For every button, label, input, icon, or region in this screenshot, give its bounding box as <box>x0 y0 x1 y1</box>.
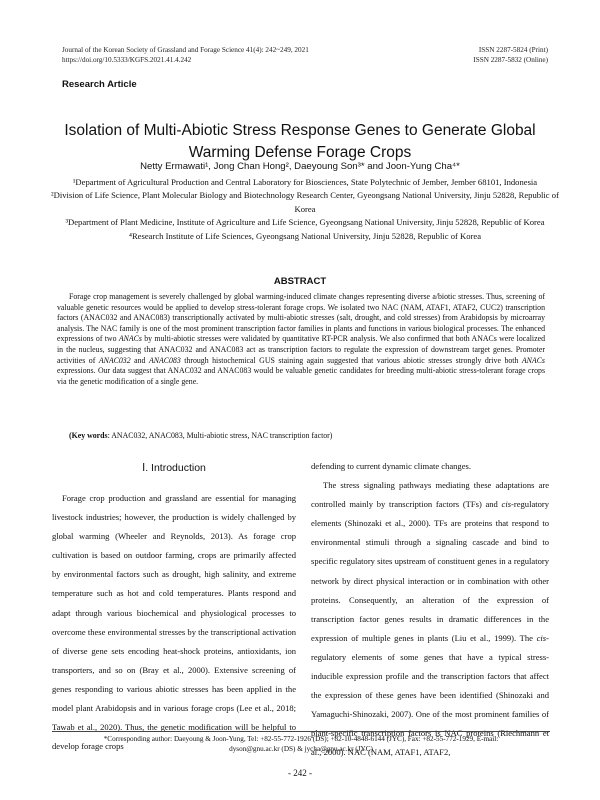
running-header-right <box>473 46 548 65</box>
abstract-text-2: by multi-abiotic stresses were validated by quantitative RT-PCR analysis. We also confirmed that both ANACs were localized in the nucleus, suggesting that ANAC032 and ANAC083 act as transcription factors to regulate the expression of downstream target genes. Promoter activities of <box>57 334 545 365</box>
abstract-text-4: expressions. Our data suggest that ANAC032 and ANAC083 would be valuable genetic candidates for breeding multi-abiotic stress-tolerant forage crops via the genetic modification of a single gene. <box>57 366 545 386</box>
issn-print: ISSN 2287-5824 (Print) <box>478 46 548 54</box>
abstract-body <box>57 292 545 387</box>
keywords-list: : ANAC032, ANAC083, Multi-abiotic stress, NAC transcription factor) <box>107 431 333 440</box>
affiliation-2: ²Division of Life Science, Plant Molecular Biology and Biotechnology Research Center, Gyeongsang National University, Jinju 52828, Republic of Korea <box>51 190 559 214</box>
affiliation-4: ⁴Research Institute of Life Sciences, Gyeongsang National University, Jinju 52828, Republic of Korea <box>128 230 482 241</box>
paper-title <box>40 120 560 164</box>
body-column-left: Forage crop production and grassland are essential for managing livestock industries; however, the production is widely challenged by global warming (Wheeler and Reynolds, 2013). As forage crop cultivation is based on outdoor farming, crops are primarily affected by environmental factors such as drought, high salinity, and extreme temperature such as hot and cold temperatures. Plants respond and adapt through various biochemical and physiological processes to overcome these environmental stresses by the transcriptional activation of diverse gene sets encoding heat-shock proteins, antioxidants, ion transporters, and so on (Bray et al., 2000). Extensive screening of genes responding to various abiotic stresses has been applied in the model plant Arabidopsis and in various forage crops (Lee et al., 2018; Tawab et al., 2020). Thus, the genetic modification will be helpful to develop forage crops <box>52 493 296 752</box>
issn-online: ISSN 2287-5832 (Online) <box>473 55 548 64</box>
continued-paragraph: defending to current dynamic climate changes. <box>311 461 471 471</box>
abstract-heading: ABSTRACT <box>273 276 327 287</box>
col2-text-a: The stress signaling pathways mediating these adaptations are controlled mainly by transcription factors (TFs) and <box>311 480 549 510</box>
doi-link[interactable]: https://doi.org/10.5333/KGFS.2021.41.4.242 <box>62 55 192 64</box>
journal-citation: Journal of the Korean Society of Grassland and Forage Science 41(4): 242~249, 2021 <box>62 46 309 54</box>
abstract-italic-anac083: ANAC083 <box>148 355 181 365</box>
affiliation-1: ¹Department of Agricultural Production and Central Laboratory for Biosciences, State Polytechnic of Jember, Jember 68101, Indonesia <box>72 177 538 187</box>
corresponding-author-footnote <box>52 735 550 754</box>
keywords <box>69 431 549 440</box>
footnote-line-2: dyson@gnu.ac.kr (DS) & jycha@gnu.ac.kr (JYC) <box>229 744 373 753</box>
col2-text-c: -regulatory elements of some genes that have a typical stress-inducible expression profile and the transcription factors that affect the expression of these genes have been identified (Shinozaki and Yamaguchi-Shinozaki, 2007). One of the most prominent families of plant-specific transcription factors is NAC proteins (Riechmann et al., 2000). NAC (NAM, ATAF1, ATAF2, <box>311 632 549 758</box>
abstract-italic-anacs-1: ANACs <box>118 334 142 344</box>
abstract-italic-anac032: ANAC032 <box>98 355 131 365</box>
footnote-line-1: *Corresponding author: Daeyoung & Joon-Yung, Tel: +82-55-772-1926 (DS); +82-10-4848-6144 (JYC), Fax: +82-55-772-1929, E-mail: <box>103 735 499 743</box>
col2-italic-cis-2: cis <box>536 632 547 643</box>
footnote-divider <box>52 731 550 732</box>
affiliations <box>50 176 560 243</box>
title-line-2: Warming Defense Forage Crops <box>188 144 412 161</box>
paragraph-stress-signaling <box>311 476 549 762</box>
title-line-1: Isolation of Multi-Abiotic Stress Response Genes to Generate Global <box>64 122 536 139</box>
abstract-text-3: through histochemical GUS staining again suggested that various abiotic stresses strongly drive both <box>180 355 522 365</box>
abstract-text-1: Forage crop management is severely challenged by global warming-induced climate changes representing diverse a/biotic stresses. Thus, screening of valuable genetic resources would be applied to develop stress-tolerant forage crops. We isolated two NAC (NAM, ATAF1, ATAF2, CUC2) transcription factors (ANAC032 and ANAC083) transcriptionally activated by multi-abiotic stresses (salt, drought, and cold stresses) from Arabidopsis by microarray analysis. The NAC family is one of the most prominent transcription factor families in plants and functions in various biological processes. The enhanced expressions of two <box>57 292 545 344</box>
abstract-italic-anacs-2: ANACs <box>521 355 545 365</box>
section-heading-introduction: Ⅰ. Introduction <box>142 462 206 474</box>
author-list: Netty Ermawati¹, Jong Chan Hong², Daeyoung Son³* and Joon-Yung Cha⁴* <box>140 161 460 172</box>
col2-italic-cis-1: cis <box>501 499 512 510</box>
abstract-text-and: and <box>130 355 149 365</box>
body-column-right <box>311 457 549 763</box>
col2-text-b: -regulatory elements (Shinozaki et al., 2000). TFs are proteins that respond to environmental stimuli through a signaling cascade and bind to specific regulatory sites upstream of constituent genes in a regulatory network by direct physical interaction or in combination with other proteins. Consequently, an alteration of the expression of transcription factor genes results in dramatic differences in the expression of multiple genes in plants (Liu et al., 1999). The <box>311 499 549 643</box>
page-number: - 242 - <box>288 768 312 778</box>
affiliation-3: ³Department of Plant Medicine, Institute of Agriculture and Life Science, Gyeongsang National University, Jinju 52828, Republic of Korea <box>65 217 545 228</box>
article-type: Research Article <box>62 79 137 90</box>
running-header-left <box>62 46 309 65</box>
keywords-label: (Key words <box>69 431 108 440</box>
